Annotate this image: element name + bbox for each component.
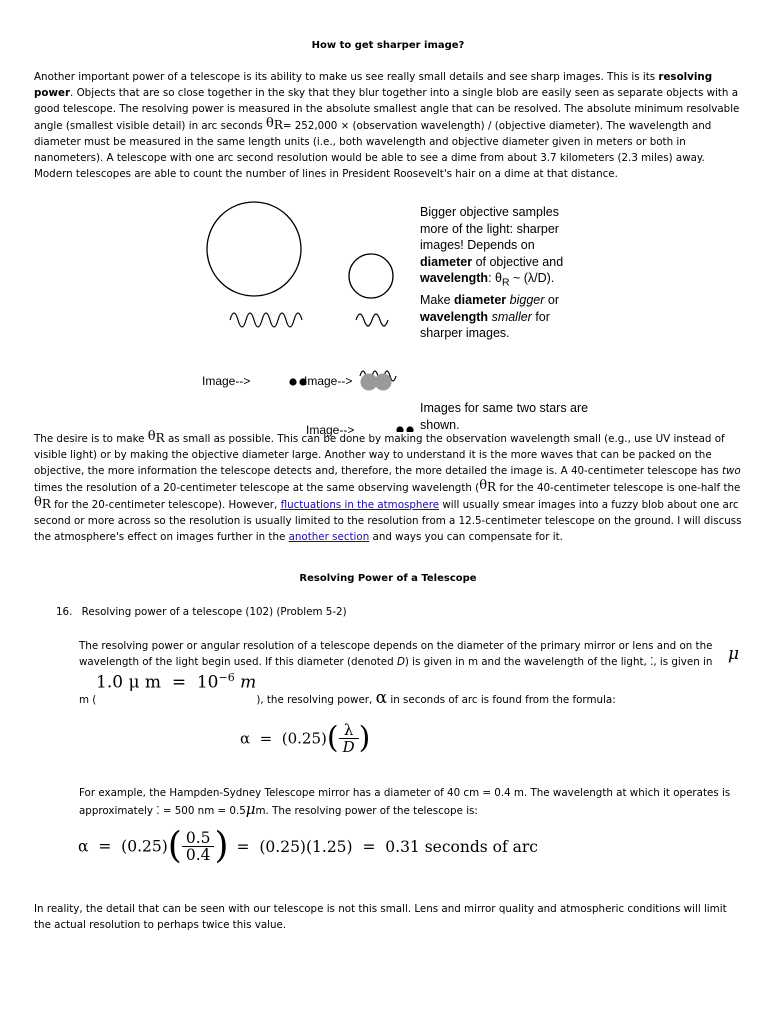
formula-resolving-power: α = (0.25)( $\frac{\lambda}{D}$ )	[240, 720, 371, 756]
section-heading: Resolving Power of a Telescope	[299, 573, 477, 584]
formula-example: α = (0.25)( $\frac{0.5}{0.4}$ ) = (0.25)(1.25) = 0.31 seconds of arc	[78, 825, 538, 867]
intro-paragraph: Another important power of a telescope is its ability to make us see really small details and see sharp images. This is its resolving power. Objects that are so close together in the sky that they blur together into a single blob are easily seen as separate objects with a good telescope. The resolving power is measured in the absolute smallest angle that can be resolved. The absolute minimum resolvable angle (smallest visible detail) in arc seconds θR= 252,000 × (observation wavelength) / (objective diameter). The wavelength and diameter must be measured in the same length units (i.e., both wavelength and objective diameter given in meters or both in nanometers). A telescope with one arc second resolution would be able to see a dime from about 3.7 kilometers (2.3 miles) away. Modern telescopes are able to count the number of lines in President Roosevelt's hair on a dime at that distance.	[34, 71, 740, 180]
theta-symbol: θ	[34, 495, 42, 510]
page-title: How to get sharper image?	[311, 40, 465, 51]
atmosphere-fluctuations-link[interactable]: fluctuations in the atmosphere	[280, 499, 440, 511]
theta-symbol: θ	[147, 429, 156, 444]
numbered-item	[56, 604, 736, 620]
image-label: Image-->	[306, 423, 355, 437]
item-text: Resolving power of a telescope (102) (Problem 5-2)	[81, 606, 347, 618]
figure-explanation: Bigger objective samples more of the light: sharper images! Depends on diameter of objective and wavelength: $\theta_R$ ~ (λ/D). Make diameter bigger or wavelength smaller for sharper images.	[420, 205, 564, 340]
resolving-paragraph-cont: m ( ), the resolving power, α in seconds of arc is found from the formula:	[79, 688, 616, 708]
resolution-figure	[34, 196, 742, 437]
closing-paragraph: In reality, the detail that can be seen with our telescope is not this small. Lens and mirror quality and atmospheric conditions will limit the actual resolution to perhaps twice this value.	[34, 903, 727, 931]
desire-paragraph: The desire is to make θR as small as possible. This can be done by making the observation wavelength small (e.g., use UV instead of visible light) or by making the objective diameter large. Another way to understand it is the more waves that can be packed on the objective, the more information the telescope detects and, therefore, the more detailed the image is. A 40-centimeter telescope has two times the resolution of a 20-centimeter telescope at the same observing wavelength (θR for the 40-centimeter telescope is one-half the θR for the 20-centimeter telescope). However, fluctuations in the atmosphere will usually smear images into a fuzzy blob about one arc second or more across so the resolution is usually limited to the resolution from a 12.5-centimeter telescope on the ground. I will discuss the atmosphere's effect on images further in the another section and ways you can compensate for it.	[34, 429, 742, 543]
star-dot	[289, 378, 296, 385]
item-number: 16.	[56, 606, 73, 618]
large-objective-circle	[207, 202, 301, 296]
theta-symbol: θ	[265, 116, 274, 131]
image-label: Image-->	[304, 374, 353, 388]
resolving-power-term: resolving power	[34, 71, 713, 99]
example-paragraph: For example, the Hampden-Sydney Telescope mirror has a diameter of 40 cm = 0.4 m. The wavelength at which it operates is approximately ⁚ = 500 nm = 0.5μm. The resolving power of the telescope is:	[79, 787, 731, 818]
blurred-star	[375, 374, 392, 391]
lambda-glyph: ⁚	[650, 656, 654, 668]
wave-medium	[356, 314, 388, 326]
another-section-link[interactable]: another section	[288, 531, 370, 543]
resolving-paragraph: The resolving power or angular resolution of a telescope depends on the diameter of the primary mirror or lens and on the wavelength of the light begin used. If this diameter (denoted D) is given in m and the wavelength of the light, ⁚, is given in	[79, 640, 713, 668]
image-label: Image-->	[202, 374, 251, 388]
mu-symbol: μ	[728, 644, 740, 664]
unit-eq: 1.0 μ $m = 10^{-6}$ m	[96, 671, 257, 693]
theta-symbol: θ	[479, 478, 488, 493]
alpha-symbol: α	[375, 688, 388, 708]
small-objective-circle	[349, 254, 393, 298]
figure-caption: Images for same two stars are shown.	[420, 401, 589, 432]
wave-long	[230, 313, 302, 327]
